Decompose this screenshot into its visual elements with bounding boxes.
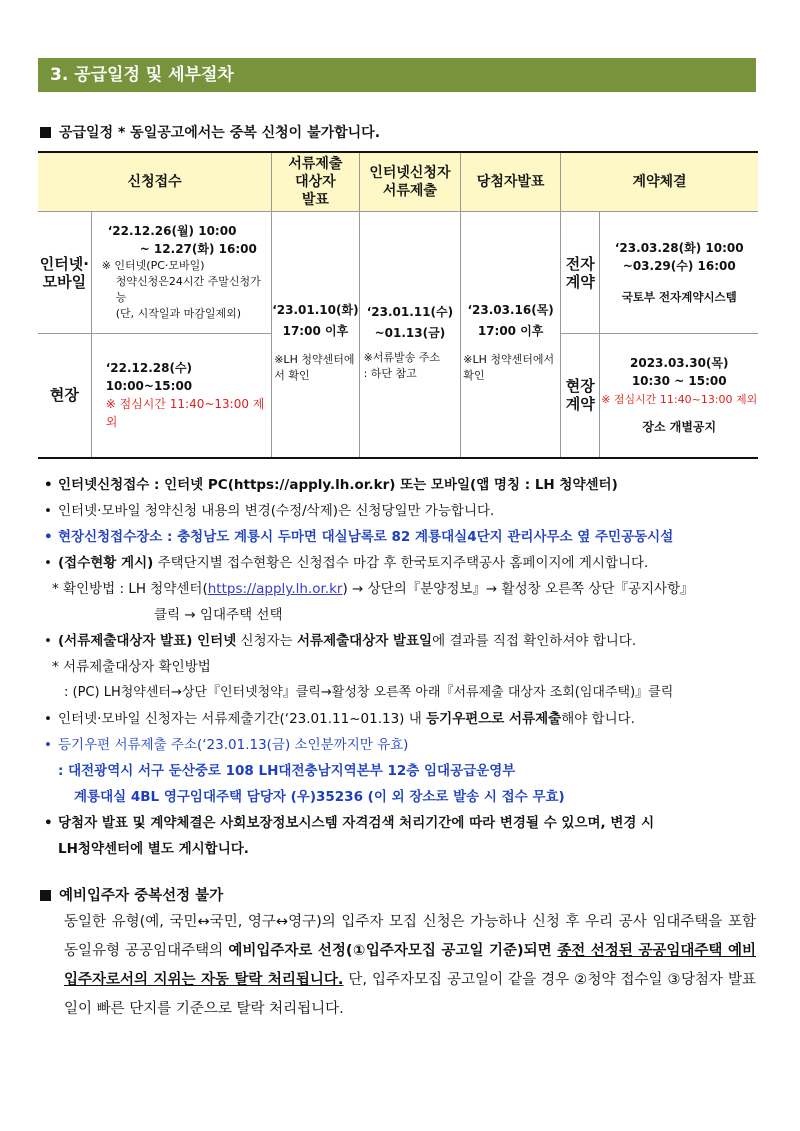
reserve-paragraph: 동일한 유형(예, 국민↔국민, 영구↔영구)의 입주자 모집 신청은 가능하나 신청 후 우리 공사 임대주택을 포함 동일유형 공공임대주택의 예비입주자로 선정(①입주자모집 공고일 기준)되면 종전 선정된 공공임대주택 예비입주자로서의 지위는 자동 탈락 처리됩니다. 단, 입주자모집 공고일이 같을 경우 ②청약 접수일 ③당첨자 발표일이 빠른 단지를 기준으로 탈락 처리됩니다. <box>64 914 756 1017</box>
list-item: • (접수현황 게시) 주택단지별 접수현황은 신청접수 마감 후 한국토지주택공사 홈페이지에 게시합니다. <box>44 555 649 571</box>
schedule-table <box>38 151 758 459</box>
square-bullet-icon <box>40 890 51 901</box>
list-item-cont: LH청약센터에 별도 게시합니다. <box>58 841 249 857</box>
header-winner: 당첨자발표 <box>461 152 561 212</box>
header-contract: 계약체결 <box>560 152 758 212</box>
notice-list <box>44 472 764 862</box>
internet-doc-cell: ‘23.01.11(수) ~01.13(금) ※서류발송 주소 : 하단 참고 <box>359 212 461 458</box>
lh-link[interactable]: https://apply.lh.or.kr <box>207 581 343 597</box>
list-item: • 현장신청접수장소 : 충청남도 계룡시 두마면 대실남록로 82 계룡대실4단지 관리사무소 옆 주민공동시설 <box>44 529 674 545</box>
table-header-row <box>38 152 758 212</box>
list-item: • 등기우편 서류제출 주소(‘23.01.13(금) 소인분까지만 유효) <box>44 737 409 753</box>
header-apply: 신청접수 <box>38 152 272 212</box>
onsite-apply-cell: ‘22.12.28(수) 10:00~15:00 ※ 점심시간 11:40~13:00 제외 <box>91 334 272 458</box>
section-title: 3. 공급일정 및 세부절차 <box>38 58 756 92</box>
check-method: * 확인방법 : LH 청약센터(https://apply.lh.or.kr) → 상단의『분양정보』→ 활성창 오른쪽 상단『공지사항』 <box>52 581 694 597</box>
list-item: • 인터넷·모바일 청약신청 내용의 변경(수정/삭제)은 신청당일만 가능합니다. <box>44 503 495 519</box>
e-contract-cell: ‘23.03.28(화) 10:00 ~03.29(수) 16:00 국토부 전자계약시스템 <box>600 212 758 334</box>
square-bullet-icon <box>40 127 51 138</box>
list-item: • 인터넷신청접수 : 인터넷 PC(https://apply.lh.or.kr) 또는 모바일(앱 명칭 : LH 청약센터) <box>44 477 618 493</box>
row-label-onsite: 현장 <box>38 334 91 458</box>
list-item: • (서류제출대상자 발표) 인터넷 신청자는 서류제출대상자 발표일에 결과를 직접 확인하셔야 합니다. <box>44 633 637 649</box>
row-label-onsite-contract: 현장 계약 <box>560 334 600 458</box>
address-line-2: 계룡대실 4BL 영구임대주택 담당자 (우)35236 (이 외 장소로 발송 시 접수 무효) <box>74 789 565 805</box>
schedule-heading: 공급일정 * 동일공고에서는 중복 신청이 불가합니다. <box>40 122 380 142</box>
reserve-heading: 예비입주자 중복선정 불가 <box>40 884 223 905</box>
row-label-e-contract: 전자 계약 <box>560 212 600 334</box>
doc-check-path: : (PC) LH청약센터→상단『인터넷청약』클릭→활성창 오른쪽 아래『서류제출 대상자 조회(임대주택)』클릭 <box>64 685 674 700</box>
header-internet-doc: 인터넷신청자 서류제출 <box>359 152 461 212</box>
list-item: • 당첨자 발표 및 계약체결은 사회보장정보시스템 자격검색 처리기간에 따라 변경될 수 있으며, 변경 시 <box>44 815 655 831</box>
check-method-cont: 클릭 → 임대주택 선택 <box>154 607 283 623</box>
table-row <box>38 212 758 334</box>
header-doc-target: 서류제출 대상자 발표 <box>272 152 359 212</box>
list-item: • 인터넷·모바일 신청자는 서류제출기간(‘23.01.11~01.13) 내 등기우편으로 서류제출해야 합니다. <box>44 711 635 727</box>
doc-target-cell: ‘23.01.10(화) 17:00 이후 ※LH 청약센터에 서 확인 <box>272 212 359 458</box>
online-apply-cell: ‘22.12.26(월) 10:00 ~ 12.27(화) 16:00 ※ 인터넷(PC·모바일) 청약신청은24시간 주말신청가능 (단, 시작일과 마감일제외) <box>91 212 272 334</box>
onsite-contract-cell: 2023.03.30(목) 10:30 ~ 15:00 ※ 점심시간 11:40~13:00 제외 장소 개별공지 <box>600 334 758 458</box>
row-label-online: 인터넷· 모바일 <box>38 212 91 334</box>
winner-cell: ‘23.03.16(목) 17:00 이후 ※LH 청약센터에서 확인 <box>461 212 561 458</box>
address-line-1: : 대전광역시 서구 둔산중로 108 LH대전충남지역본부 12층 임대공급운영부 <box>58 763 516 779</box>
doc-check-title: * 서류제출대상자 확인방법 <box>52 659 211 675</box>
